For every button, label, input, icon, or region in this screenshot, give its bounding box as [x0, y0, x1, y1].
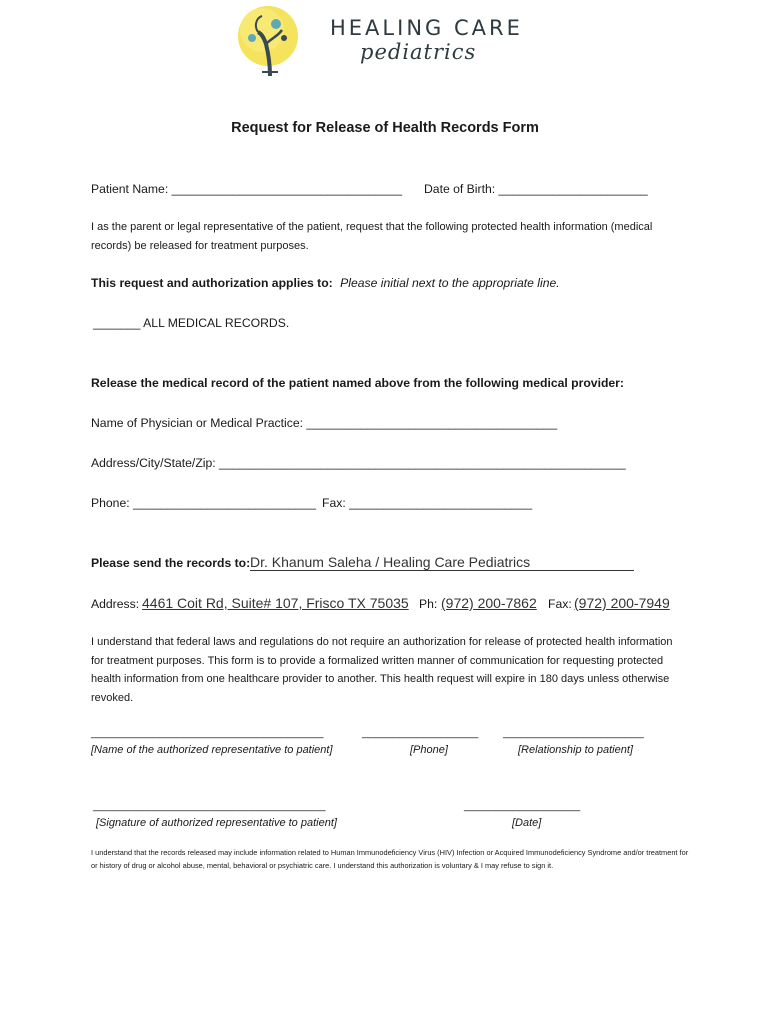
form-title: Request for Release of Health Records Form: [231, 120, 539, 136]
date-line[interactable]: ___________________: [464, 800, 581, 812]
fax2-label: Fax:: [548, 597, 572, 611]
applies-label: This request and authorization applies to:: [91, 276, 333, 290]
phone-field[interactable]: Phone: ___________________________: [91, 496, 317, 510]
logo: [232, 2, 532, 82]
ph-value[interactable]: (972) 200-7862: [441, 595, 537, 611]
brand-name: HEALING CARE: [330, 16, 523, 40]
relationship-line[interactable]: _______________________: [503, 727, 644, 739]
dob-field[interactable]: Date of Birth: ______________________: [424, 182, 648, 196]
fax2-value[interactable]: (972) 200-7949: [574, 595, 670, 611]
tree-sun-icon: [232, 2, 312, 82]
phone-line[interactable]: ___________________: [362, 727, 479, 739]
brand-subtitle: pediatrics: [360, 40, 477, 64]
patient-name-field[interactable]: Patient Name: __________________________________: [91, 182, 403, 196]
send-value[interactable]: Dr. Khanum Saleha / Healing Care Pediatrics: [250, 554, 634, 571]
address-field[interactable]: Address/City/State/Zip: ____________________________________________________________: [91, 456, 626, 470]
intro-text: I as the parent or legal representative of the patient, request that the following protected health information (medical records) be released for treatment purposes.: [91, 221, 653, 252]
address-label: Address:: [91, 597, 140, 611]
ph-label: Ph:: [419, 597, 438, 611]
phone-caption: [Phone]: [410, 744, 448, 756]
signature-line[interactable]: ______________________________________: [93, 800, 326, 812]
all-records-initial-field[interactable]: _______ ALL MEDICAL RECORDS.: [93, 316, 290, 330]
rep-name-line[interactable]: ______________________________________: [91, 727, 324, 739]
send-label: Please send the records to:: [91, 556, 251, 570]
fax-field[interactable]: Fax: ___________________________: [322, 496, 533, 510]
date-caption: [Date]: [512, 817, 542, 829]
disclaimer-text: I understand that federal laws and regulations do not require an authorization for release of protected health information for treatment purposes. This form is to provide a formalized written manner of communication for requesting protected health information from one healthcare provider to another. This health request will expire in 180 days unless otherwise revoked.: [91, 636, 673, 704]
rep-name-caption: [Name of the authorized representative to patient]: [91, 744, 333, 756]
address-value[interactable]: 4461 Coit Rd, Suite# 107, Frisco TX 75035: [142, 595, 409, 611]
signature-caption: [Signature of authorized representative to patient]: [96, 817, 337, 829]
footnote-text: I understand that the records released may include information related to Human Immunodeficiency Virus (HIV) Infection or Acquired Immunodeficiency Syndrome and/or treatment for or history of drug or alcohol abuse, mental, behavioral or psychiatric care. I understand this authorization is voluntary & I may refuse to sign it.: [91, 848, 689, 870]
release-heading: Release the medical record of the patient named above from the following medical provider:: [91, 376, 624, 390]
physician-field[interactable]: Name of Physician or Medical Practice: _____________________________________: [91, 416, 558, 430]
relationship-caption: [Relationship to patient]: [518, 744, 633, 756]
applies-hint: Please initial next to the appropriate line.: [340, 276, 560, 290]
